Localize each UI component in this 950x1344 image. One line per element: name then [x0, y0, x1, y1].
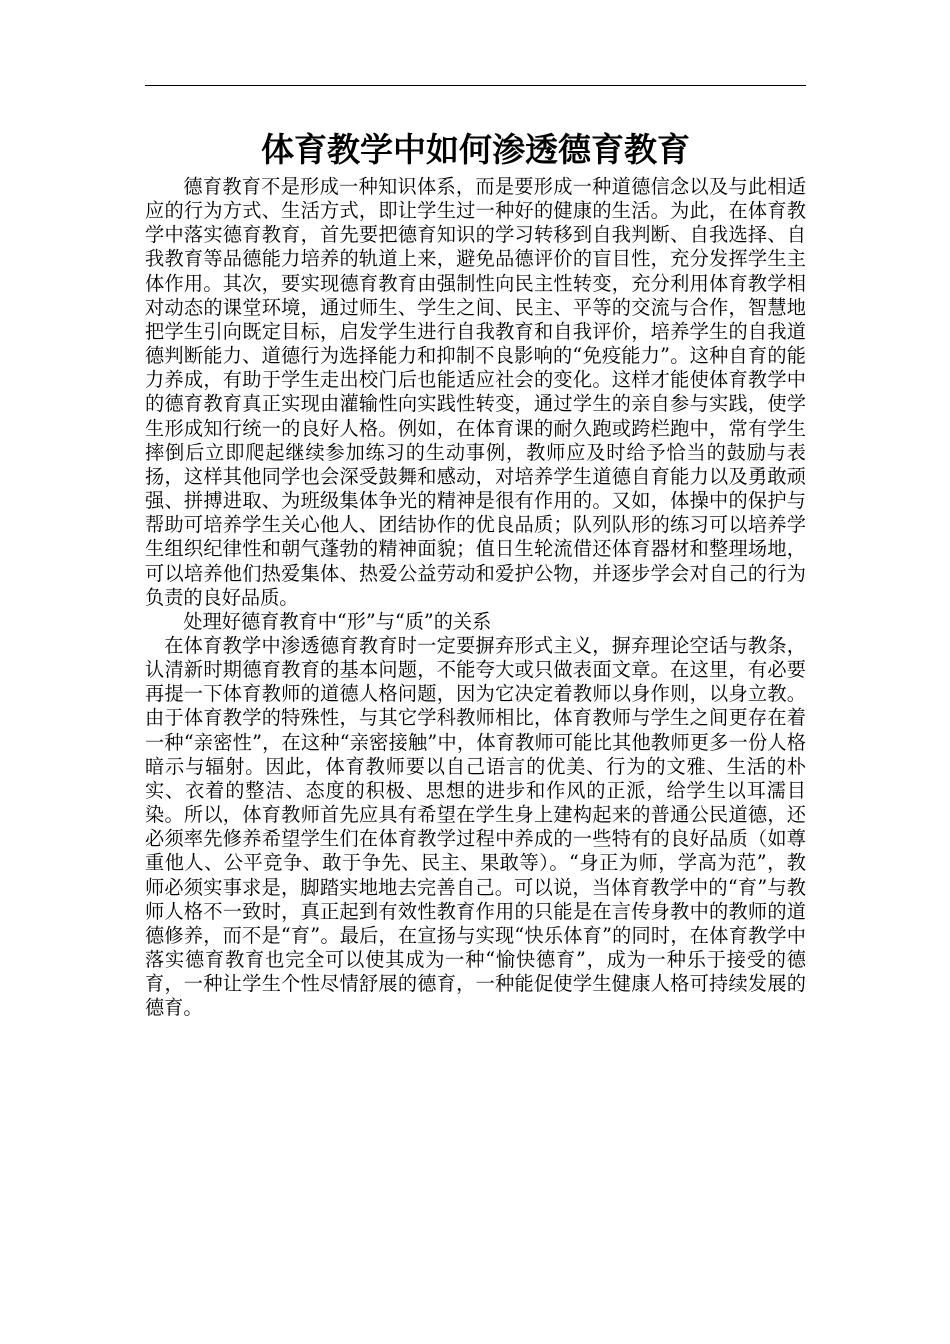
paragraph-moral-education-intro: 德育教育不是形成一种知识体系，而是要形成一种道德信念以及与此相适应的行为方式、生活方式，即让学生过一种好的健康的生活。为此，在体育教学中落实德育教育，首先要把德育知识的学习转移到自我判断、自我选择、自我教育等品德能力培养的轨道上来，避免品德评价的盲目性，充分发挥学生主体作用。其次，要实现德育教育由强制性向民主性转变，充分利用体育教学相对动态的课堂环境，通过师生、学生之间、民主、平等的交流与合作，智慧地把学生引向既定目标，启发学生进行自我教育和自我评价，培养学生的自我道德判断能力、道德行为选择能力和抑制不良影响的“免疫能力”。这种自育的能力养成，有助于学生走出校门后也能适应社会的变化。这样才能使体育教学中的德育教育真正实现由灌输性向实践性转变，通过学生的亲自参与实践，使学生形成知行统一的良好人格。例如，在体育课的耐久跑或跨栏跑中，常有学生摔倒后立即爬起继续参加练习的生动事例，教师应及时给予恰当的鼓励与表扬，这样其他同学也会深受鼓舞和感动，对培养学生道德自育能力以及勇敢顽强、拼搏进取、为班级集体争光的精神是很有作用的。又如，体操中的保护与帮助可培养学生关心他人、团结协作的优良品质；队列队形的练习可以培养学生组织纪律性和朝气蓬勃的精神面貌；值日生轮流借还体育器材和整理场地，可以培养他们热爱集体、热爱公益劳动和爱护公物，并逐步学会对自己的行为负责的良好品质。: [145, 175, 806, 609]
header-rule: [145, 85, 806, 86]
document-body: [145, 175, 806, 1020]
paragraph-teacher-moral-character: 在体育教学中渗透德育教育时一定要摒弃形式主义，摒弃理论空话与教条，认清新时期德育教育的基本问题，不能夸大或只做表面文章。在这里，有必要再提一下体育教师的道德人格问题，因为它决定着教师以身作则，以身立教。由于体育教学的特殊性，与其它学科教师相比，体育教师与学生之间更存在着一种“亲密性”，在这种“亲密接触”中，体育教师可能比其他教师更多一份人格暗示与辐射。因此，体育教师要以自己语言的优美、行为的文雅、生活的朴实、衣着的整洁、态度的积极、思想的进步和作风的正派，给学生以耳濡目染。所以，体育教师首先应具有希望在学生身上建构起来的普通公民道德，还必须率先修养希望学生们在体育教学过程中养成的一些特有的良好品质（如尊重他人、公平竞争、敢于争先、民主、果敢等）。“身正为师，学高为范”，教师必须实事求是，脚踏实地地去完善自己。可以说，当体育教学中的“育”与教师人格不一致时，真正起到有效性教育作用的只能是在言传身教中的教师的道德修养，而不是“育”。最后，在宣扬与实现“快乐体育”的同时，在体育教学中落实德育教育也完全可以使其成为一种“愉快德育”，成为一种乐于接受的德育，一种让学生个性尽情舒展的德育，一种能促使学生健康人格可持续发展的德育。: [145, 633, 806, 1020]
section-heading-form-and-substance: 处理好德育教育中“形”与“质”的关系: [183, 609, 492, 633]
document-title: 体育教学中如何渗透德育教育: [261, 130, 690, 169]
